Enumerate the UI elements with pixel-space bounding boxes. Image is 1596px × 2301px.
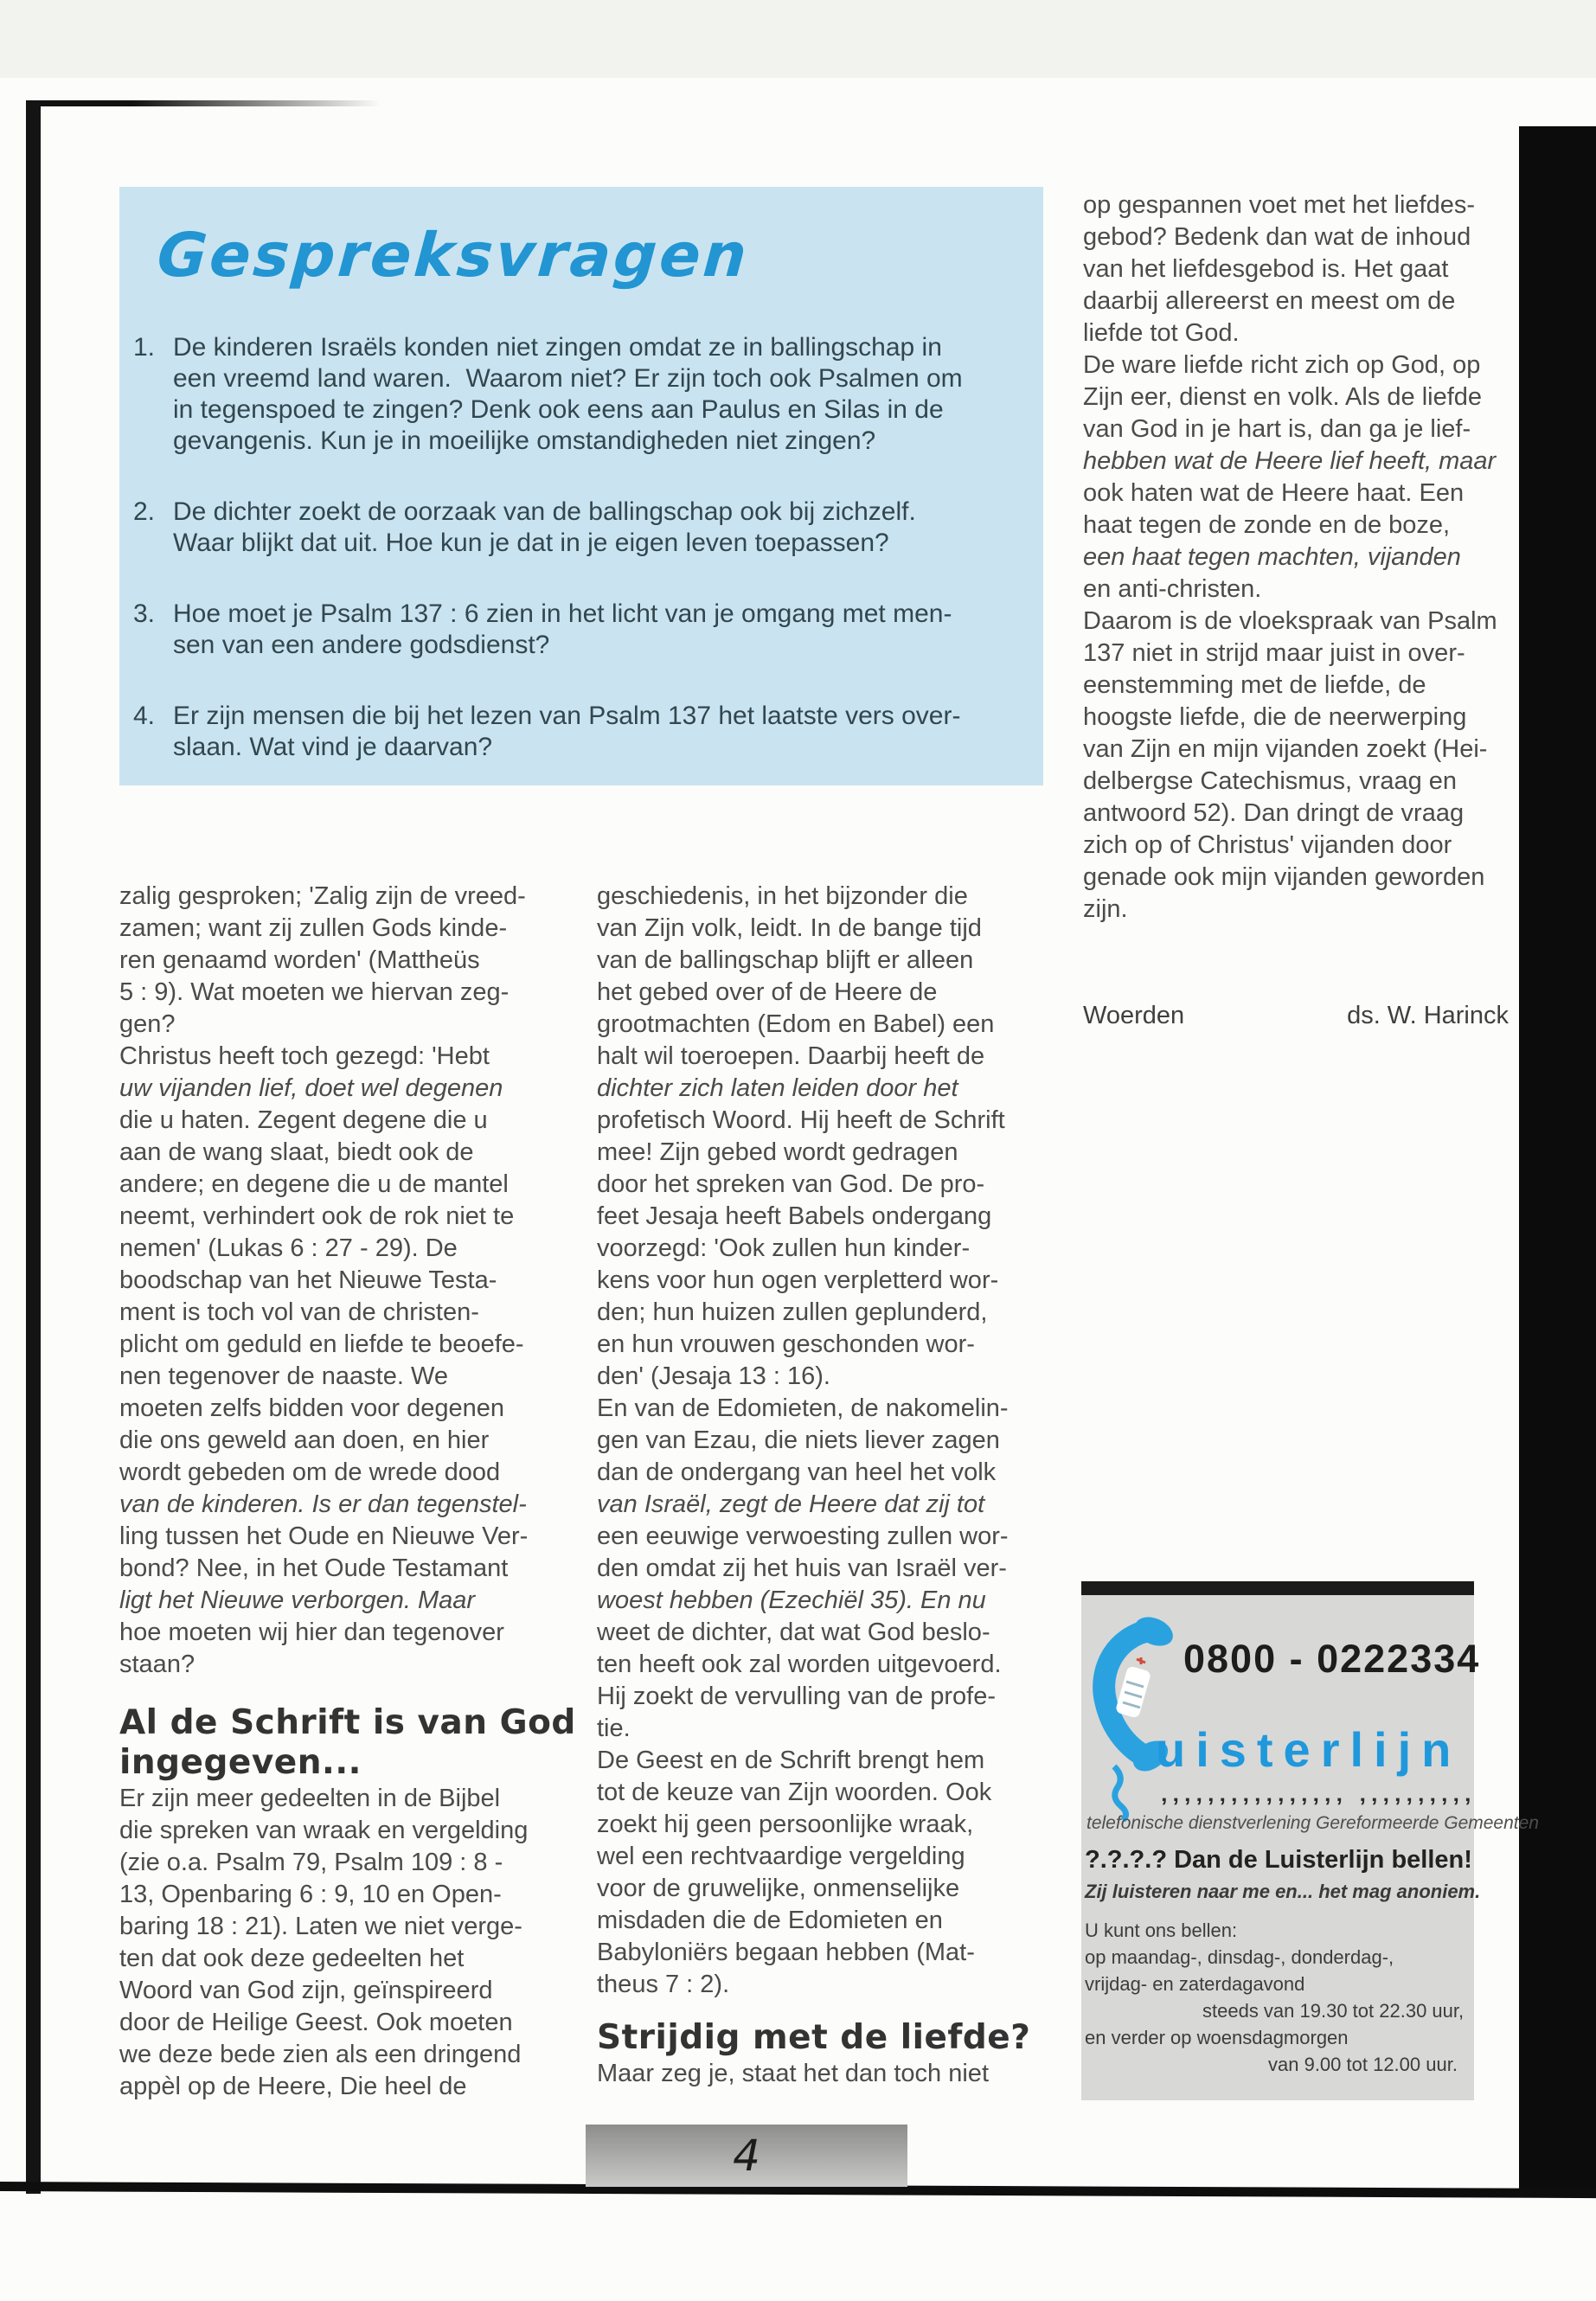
question-text: De dichter zoekt de oorzaak van de ballingschap ook bij zichzelf. Waar blijkt dat uit. Hoe kun je dat in je eigen leven toepassen? [173, 497, 916, 557]
signature-author: ds. W. Harinck [1347, 1002, 1509, 1029]
left-paragraph-2: Er zijn meer gedeelten in de Bijbel die spreken van wraak en vergelding (zie o.a. Psalm 79, Psalm 109 : 8 - 13, Openbaring 6 : 9, 10 en Open- baring 18 : 21). Laten we niet verge- ten dat ook deze gedeelten het Woord van God zijn, geïnspireerd door de Heilige Geest. Ook moeten we deze bede zien als een dringend appèl op de Heere, Die heel de [119, 1785, 529, 2100]
ad-top-border [1081, 1581, 1474, 1595]
left-subheading: Al de Schrift is van God ingegeven... [119, 1703, 576, 1782]
luisterlijn-advertisement [1081, 1581, 1539, 2100]
signature-place: Woerden [1083, 1002, 1185, 1029]
body-column-left [119, 881, 576, 2103]
question-number: 3. [133, 599, 156, 628]
discussion-box-title: Gespreksvragen [155, 220, 752, 291]
question-text: De kinderen Israëls konden niet zingen omdat ze in ballingschap in een vreemd land waren. Waarom niet? Er zijn toch ook Psalmen om in tegenspoed te zingen? Denk ook eens aan Paulus en Silas in de gevangenis. Kun je in moeilijke omstandigheden niet zingen? [173, 333, 963, 455]
page-number: 4 [733, 2131, 760, 2181]
scan-left-edge-line [26, 100, 41, 2194]
question-number: 1. [133, 333, 156, 362]
body-column-right [1083, 189, 1516, 1032]
footer-page-bar [586, 2125, 907, 2187]
ad-body [1081, 1595, 1539, 2100]
question-text: Er zijn mensen die bij het lezen van Psalm 137 het laatste vers over- slaan. Wat vind je daarvan? [173, 702, 961, 761]
scan-top-strip [0, 0, 1596, 78]
question-number: 4. [133, 702, 156, 730]
left-paragraph-1: zalig gesproken; 'Zalig zijn de vreed- zamen; want zij zullen Gods kinde- ren genaamd worden' (Mattheüs 5 : 9). Wat moeten we hiervan zeg- gen? Christus heeft toch gezegd: 'Hebt uw vijanden lief, doet wel degenen die u haten. Zegent degene die u aan de wang slaat, biedt ook de andere; en degene die u de mantel neemt, verhindert ook de rok niet te nemen' (Lukas 6 : 27 - 29). De boodschap van het Nieuwe Testa- ment is toch vol van de christen- plicht om geduld en liefde te beoefe- nen tegenover de naaste. We moeten zelfs bidden voor degenen die ons geweld aan doen, en hier wordt gebeden om de wrede dood van de kinderen. Is er dan tegenstel- ling tussen het Oude en Nieuwe Ver- bond? Nee, in het Oude Testamant ligt het Nieuwe verborgen. Maar hoe moeten wij hier dan tegenover staan? [119, 882, 529, 1678]
body-column-middle [597, 881, 1068, 2090]
ad-calling-hours: U kunt ons bellen: op maandag-, dinsdag-, donderdag-, vrijdag- en zaterdagavond steeds van 19.30 tot 22.30 uur, en verder op woensdagmorgen van 9.00 tot 12.00 uur. [1085, 1920, 1465, 2075]
question-number: 2. [133, 497, 156, 526]
question-item-1 [133, 332, 1033, 457]
right-paragraph-1: op gespannen voet met het liefdes- gebod? Bedenk dan wat de inhoud van het liefdesgebod is. Het gaat daarbij allereerst en meest om de liefde tot God. De ware liefde richt zich op God, op Zijn eer, dienst en volk. Als de liefde van God in je hart is, dan ga je lief- hebben wat de Heere lief heeft, maar ook haten wat de Heere haat. Een haat tegen de zonde en de boze, een haat tegen machten, vijanden en anti-christen. Daarom is de vloekspraak van Psalm 137 niet in strijd maar juist in over- eenstemming met de liefde, de hoogste liefde, die de neerwerping van Zijn en mijn vijanden zoekt (Hei- delbergse Catechismus, vraag en antwoord 52). Dan dringt de vraag zich op of Christus' vijanden door genade ook mijn vijanden geworden zijn. [1083, 191, 1497, 923]
article-signature [1083, 1000, 1509, 1032]
questions-list [133, 332, 1033, 803]
question-item-4 [133, 701, 1033, 763]
middle-paragraph-1: geschiedenis, in het bijzonder die van Zijn volk, leidt. In de bange tijd van de ballingschap blijft er alleen het gebed over of de Heere de grootmachten (Edom en Babel) een halt wil toeroepen. Daarbij heeft de dichter zich laten leiden door het profetisch Woord. Hij heeft de Schrift mee! Zijn gebed wordt gedragen door het spreken van God. De pro- feet Jesaja heeft Babels ondergang voorzegd: 'Ook zullen hun kinder- kens voor hun ogen verpletterd wor- den; hun huizen zullen geplunderd, en hun vrouwen geschonden wor- den' (Jesaja 13 : 16). En van de Edomieten, de nakomelin- gen van Ezau, die niets liever zagen dan de ondergang van heel het volk van Israël, zegt de Heere dat zij tot een eeuwige verwoesting zullen wor- den omdat zij het huis van Israël ver- woest hebben (Ezechiël 35). En nu weet de dichter, dat wat God beslo- ten heeft ook zal worden uitgevoerd. Hij zoekt de vervulling van de profe- tie. De Geest en de Schrift brengt hem tot de keuze van Zijn woorden. Ook zoekt hij geen persoonlijke wraak, wel een rechtvaardige vergelding voor de gruwelijke, onmenselijke misdaden die de Edomieten en Babyloniërs begaan hebben (Mat- theus 7 : 2). [597, 882, 1009, 1998]
ad-phone-number: 0800 - 0222334 [1183, 1637, 1481, 1681]
question-text: Hoe moet je Psalm 137 : 6 zien in het licht van je omgang met men- sen van een andere godsdienst? [173, 599, 952, 659]
ad-quote: Zij luisteren naar me en... het mag anoniem. [1085, 1881, 1481, 1902]
middle-subheading: Strijdig met de liefde? [597, 2018, 1031, 2057]
question-item-2 [133, 497, 1033, 559]
discussion-questions-box [119, 187, 1043, 785]
ad-tagline: telefonische dienstverlening Gereformeerde Gemeenten [1086, 1813, 1539, 1833]
scan-corner-line [26, 100, 381, 106]
question-item-3 [133, 599, 1033, 661]
ad-call-to-action: ?.?.?.? Dan de Luisterlijn bellen! [1085, 1846, 1472, 1874]
middle-paragraph-2: Maar zeg je, staat het dan toch niet [597, 2060, 989, 2087]
ad-brand-name: uisterlijn [1156, 1722, 1462, 1777]
ad-decorative-dots: ‚‚‚‚‚‚‚‚‚‚‚‚‚‚‚‚ ‚‚‚‚‚‚‚‚‚‚ [1161, 1780, 1477, 1806]
scan-right-black-bar [1519, 126, 1596, 2195]
